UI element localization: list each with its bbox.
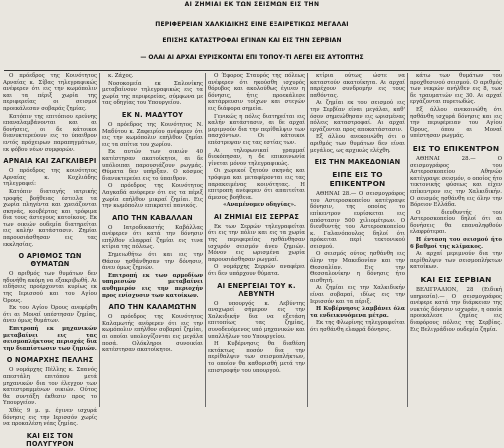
subheading: ΑΙ ΖΗΜΙΑΙ ΕΙΣ ΣΕΡΡΑΣ bbox=[213, 212, 300, 221]
headline-third: ΕΠΙΣΗΣ ΚΑΤΑΣΤΡΟΦΑΙ ΕΓΙΝΑΝ ΚΑΙ ΕΙΣ ΤΗΝ ΣΕΡΒΙΑΝ bbox=[162, 37, 342, 44]
subheading: ΕΙΣ ΤΗΝ ΜΑΚΕΔΟΝΙΑΝ bbox=[314, 158, 401, 167]
paragraph: Εκ της Φλωρίνης τηλεγραφείται ότι ησθάνθη ελαφρά δόνησις. bbox=[310, 320, 405, 333]
subheading: ΑΡΝΑΙΑ ΚΑΙ ΖΑΓΚΛΙΒΕΡΙ bbox=[3, 157, 97, 166]
subheading: Ο ΝΟΜΑΡΧΗΣ ΠΕΛΛΗΣ bbox=[6, 356, 94, 365]
paragraph: Εκ των Σερρών τηλεγραφείται ότι εις την πόλιν και εις τα χωρία της περιφερείας ησθάνθησαν ισχυρόν σεισμόν άνευ ζημιών. Μόνον εις ωρισμένα χωρία παρουσιάσθησαν ρωγμαί. bbox=[208, 223, 305, 263]
headline-main: ΑΙ ΖΗΜΙΑΙ ΕΚ ΤΩΝ ΣΕΙΣΜΩΝ ΕΙΣ ΤΗΝ bbox=[184, 1, 320, 8]
paragraph: Ο Έφορος Σταυρός της πόλεως ανέφερεν ότι ηκούσθη ισχυρός θόρυβος και ακολούθως έγινεν η δόνησις, ήτις προεκάλεσε κατάρρευσιν τοίχων και στεγών εις διάφορα σημεία. bbox=[208, 73, 305, 112]
subheading: ΕΙΣ ΤΟ ΕΠΙΚΕΝΤΡΟΝ bbox=[412, 143, 500, 153]
subheading: ΑΙ ΕΝΕΡΓΕΙΑΙ ΤΟΥ κ. ΛΕΒΥΝΤΗ bbox=[217, 281, 296, 298]
paragraph: ΒΕΛΙΓΡΑΔΙΟΝ, 28 (Ειδική υπηρεσία).— Ο σεισμογράφος ανέφερε κατά την διάρκειαν της νυκτός δόνησιν ισχυράν, η οποία προεκάλεσε ζημίας εις διαφόρους πόλεις της Σερβίας. Εις Βελιγράδιον ουδεμία ζημία. bbox=[410, 287, 502, 333]
article-column-4 bbox=[310, 73, 405, 407]
subheading: ΚΑΙ ΕΙΣ ΤΟΝ ΠΟΛΥΓΥΡΟΝ bbox=[26, 431, 74, 448]
bold-paragraph: Η ένταση του σεισμού ήτο 6 βαθμοί της κλίμακος. bbox=[410, 237, 502, 250]
article-column-1 bbox=[3, 73, 97, 448]
paragraph: Ο πρόεδρος της Κοινότητος Αρναίας κ. Σίβας τηλεγραφικώς ανέφερεν ότι εις την κωμόπολιν και τα πέριξ χωρία της περιφερείας οι σεισμοί προεκάλεσαν σοβαράς ζημίας. bbox=[3, 73, 97, 112]
paragraph: Ο διευθυντής του Αστεροσκοπείου δηλοί ότι αι δονήσεις θα επαναληφθούν ελαφρότεραι. bbox=[410, 209, 502, 236]
paragraph: Ο αριθμός των θυμάτων δεν ηδυνήθη ακόμη να εξακριβωθή. Αι ειδήσεις προέρχονται κυρίως εκ της Ιερισσού και του Αγίου Όρους. bbox=[3, 271, 97, 304]
paragraph: Ο σεισμός ούτος ησθάνθη εις όλην την Μακεδονίαν και την Θεσσαλίαν. Εις την Θεσσαλονίκην η δόνησις ήτο αισθητή. bbox=[310, 251, 405, 284]
column-divider bbox=[407, 73, 408, 407]
paragraph: Αι ζημίαι εις την Χαλκιδικήν είναι σοβαραί, ιδίως εις την Ιερισσόν και τα πέριξ. bbox=[310, 285, 405, 305]
paragraph: Κατόπιν της επιτόπιου ερεύνης επαναλαμβάνονται και αι δονήσεις, οι δε κάτοικοι διανυκτερεύουν εις το ύπαιθρον εντός πρόχειρων παραπηγμάτων, εκ φόβου νέων συμφορών. bbox=[3, 113, 97, 153]
subheading: ΚΑΙ ΕΙΣ ΣΕΡΒΙΑΝ bbox=[420, 275, 492, 285]
paragraph: Ο πρόεδρος της Κοινότητος Ν. Μαδύτου κ. Ζαφειρίου ανέφερεν ότι εις την κωμόπολιν επήλθον ζημίαι εις τα σπίτια του χωρίου. bbox=[102, 121, 203, 148]
paragraph: Εκ του Αγίου Όρους ανεφέρθη ότι αι Μοναί υπέστησαν ζημίας, άνευ όμως θυμάτων. bbox=[3, 305, 97, 325]
article-column-3 bbox=[208, 73, 305, 407]
paragraph: Εξ άλλου ανεκοινώθη ότι ο αριθμός των θυμάτων δεν είναι μεγάλος, ως αρχικώς ελέχθη. bbox=[310, 134, 405, 154]
paragraph: κ. Ζάχος. bbox=[108, 73, 134, 79]
paragraph: Αι τηλεφωνικαί γραμμαί διεκόπησαν, η δε επικοινωνία γίνεται μόνον τηλεγραφικώς. bbox=[208, 147, 305, 167]
headline-sub: — ΟΛΑΙ ΑΙ ΑΡΧΑΙ ΕΥΡΙΣΚΟΝΤΑΙ ΕΠΙ ΤΟΠΟΥ-ΤΙ ΛΕΓΕΙ ΕΙΣ ΑΥΤΟΠΤΗΣ bbox=[140, 54, 364, 61]
paragraph: Αι ζημίαι εκ του σεισμού εις την Σερβίαν είναι μεγάλαι, καθ' όσον σημειώθησαν εις ωρισμένας πόλεις καταστροφαί. Αι αρχαί εργάζονται προς αποκατάστασιν. bbox=[310, 100, 405, 133]
paragraph: κτίρια ούτως ώστε να καταστούν ακατοίκητα. Αι αρχαί παρέχουν συνδρομήν εις τους παθόντας. bbox=[310, 73, 405, 99]
paragraph: Νοσοκομεία εκ Σαλονίκης μεταβαίνουν τηλεγραφικώς εις τα χωρία της περιφερείας, σύμφωνα με τας οδηγίας του Υπουργείου. bbox=[102, 80, 203, 107]
article-column-5 bbox=[410, 73, 502, 407]
paragraph: Ο υπουργός κ. Λεβύντης αναχωρεί σήμερον εις την Χαλκιδικήν δια να εξετάση επιτοπίως τας ζημίας, συνοδευόμενος υπό μηχανικών και υπαλλήλων του Υπουργείου. bbox=[208, 300, 305, 340]
bold-paragraph: «Αναμένομεν οδηγίας». bbox=[223, 202, 296, 209]
column-divider bbox=[205, 73, 206, 407]
paragraph: Ο πρόεδρος της Κοινότητος Καλαμωτής ανέφερεν ότι εις την κωμόπολιν επήλθον σοβαραί ζημίαι, αι οποίαι υπολογίζονται εις μεγάλα ποσά. Ολόκληροι συνοικίαι κατέστησαν ακατοίκητοι. bbox=[102, 314, 203, 354]
paragraph: Χθές 9 μ. μ. έγινεν ισχυρά δόνησις εις την Ιερισσόν χωρίς να προκαλέση νέας ζημίας. bbox=[3, 407, 97, 428]
headline-rule bbox=[4, 70, 500, 71]
paragraph: Ο πρόεδρος της Κοινότητος Λαγκαδά ανέφερεν ότι εις τα πέριξ χωρία επήλθον μικραί ζημίαι. Εις την κωμόπολιν επικρατεί πανικός. bbox=[102, 183, 203, 210]
headline-second: ΠΕΡΙΦΕΡΕΙΑΝ ΧΑΛΚΙΔΙΚΗΣ ΕΙΝΕ ΕΞΑΙΡΕΤΙΚΩΣ ΜΕΓΑΛΑΙ bbox=[155, 21, 349, 28]
paragraph: Οι χωρικοί ζητούν σκηνάς και τρόφιμα και μεταφέρονται εις τας παρακειμένας κοινότητας. Η επιτροπή ανέφερεν ότι απαιτείται άμεσος βοήθεια. bbox=[208, 168, 305, 201]
paragraph: Ο πρόεδρος της κοινότητος Αρναίας κ. Κοχλιάδης τηλεγραφεί: bbox=[3, 168, 97, 188]
subheading: ΑΠΟ ΤΗΝ ΚΑΒΑΛΛΑΝ bbox=[112, 213, 193, 222]
paragraph: Σημειωθήτω ότι και εις την Θάσον ησθάνθησαν την δόνησιν, άνευ όμως ζημιών. bbox=[102, 252, 203, 272]
article-column-2 bbox=[102, 73, 203, 407]
paragraph: Εκ αυτών των οικιών 40 κατέστησαν ακατοίκητοι, αι δε υπόλοιπαι παρουσιάζουν ρωγμάς. Θύματα δεν υπήρξαν. Ο κόσμος διανυκτερεύει εις το ύπαιθρον. bbox=[102, 149, 203, 182]
subheading: ΕΚ Ν. ΜΑΔΥΤΟΥ bbox=[121, 110, 184, 119]
bold-paragraph: Η Κυβέρνησις λαμβάνει όλα τα ενδεικνυόμενα μέτρα. bbox=[310, 306, 405, 319]
paragraph: Κατόπιν διαταγής ιατρικής τροφής βοήθειας έστειλα τα χωρία πληγέντα και χρειάζονται σκηνάς, κουβέρτας και τρόφιμα δια τους άστεγους κατοίκους. Εκ των οικιών ουδεμία διατηρείται εις καλήν κατάστασιν. Ζημίαι παρουσιάσθησαν εις τας εκκλησίας. bbox=[3, 188, 97, 248]
bold-paragraph: Επιτροπή εκ μηχανικών μεταβαίνει εις τας σεισμοπλήκτους περιοχάς δια την διαπίστωσιν των ζημιών. bbox=[3, 326, 97, 352]
paragraph: Ο νομάρχης Πέλλης κ. Σπανός απεστάλη επιτόπου μετά μηχανικών δια τον έλεγχον των κατεστραμμένων οικιών. Ούτος θα συντάξη έκθεσιν προς το Υπουργείον. bbox=[3, 367, 97, 407]
paragraph: Γενικώς η πόλις διατηρείται εις καλήν κατάστασιν, αι δε αρχαί μεριμνούν δια την περίθαλψιν των πασχόντων. Οι κάτοικοι επέστρεψαν εις τας εστίας των. bbox=[208, 113, 305, 146]
paragraph: Η Κυβέρνησις θα διαθέση εκτάκτως ποσόν δια την περίθαλψιν των σεισμοπλήκτων, το οποίον θα καθορισθή μετά την επιστροφήν του υπουργού. bbox=[208, 341, 305, 374]
column-divider bbox=[307, 73, 308, 407]
subheading: ΑΠΟ ΤΗΝ ΚΑΛΑΜΩΤΗΝ bbox=[108, 303, 197, 312]
paragraph: Αι αρχαί μεριμνούν δια την περίθαλψιν των σεισμοπλήκτων κατοίκων. bbox=[410, 251, 502, 271]
subheading: Ο ΑΡΙΘΜΟΣ ΤΩΝ ΘΥΜΑΤΩΝ bbox=[18, 252, 82, 269]
paragraph: κάτω των θυμάτων του προχθεσινού σεισμού. Ο αριθμός των νεκρών ανήλθεν εις 8, των δε τραυματιών εις 30. Αι αρχαί εργάζονται πυρετωδώς. bbox=[410, 73, 502, 106]
paragraph: Ο Ιατροδικαστής Καβάλλας ανέφερεν ότι κατά την δόνησιν επήλθον ελαφραί ζημίαι εις τινα κτίρια της πόλεως. bbox=[102, 224, 203, 251]
subheading: ΕΙΠΕ ΕΙΣ ΤΟ ΕΠΙΚΕΝΤΡΟΝ bbox=[329, 170, 386, 189]
bold-paragraph: Επιτροπή εκ των αρμοδίων υπηρεσιών μεταβαίνει αυθημερόν εις την περιοχήν προς ενίσχυσιν των κατοίκων. bbox=[102, 272, 203, 299]
paragraph: ΑΘΗΝΑΙ 28.— Ο σεισμογράφος του Αστεροσκοπείου κατέγραψε δόνησιν, της οποίας το επίκεντρον ευρίσκεται εις απόστασιν 500 χιλιομέτρων. Ο διευθυντής του Αστεροσκοπείου κ. Γαλανόπουλος δηλοί ότι πρόκειται περί τεκτονικού σεισμού. bbox=[310, 191, 405, 250]
paragraph: Εξ άλλου ανεκοινώθη ότι ησθάνθη ισχυρά δόνησις και εις την περιφέρειαν του Αγίου Όρους, όπου αι Μοναί υπέστησαν ρωγμάς. bbox=[410, 106, 502, 140]
column-divider bbox=[99, 73, 100, 407]
paragraph: ΑΘΗΝΑΙ 28.— Ο σεισμογράφος του Αστεροσκοπείου Αθηνών κατέγραψε σεισμόν, ο οποίος ήτο τεκτονικής φύσεως και είχεν επίκεντρον εις την Χαλκιδικήν. Ο σεισμός ησθάνθη εις όλην την Βόρειον Ελλάδα. bbox=[410, 155, 502, 209]
paragraph: Ο νομάρχης Σερρών αναφέρει ότι δεν υπάρχουν θύματα. bbox=[208, 264, 305, 278]
